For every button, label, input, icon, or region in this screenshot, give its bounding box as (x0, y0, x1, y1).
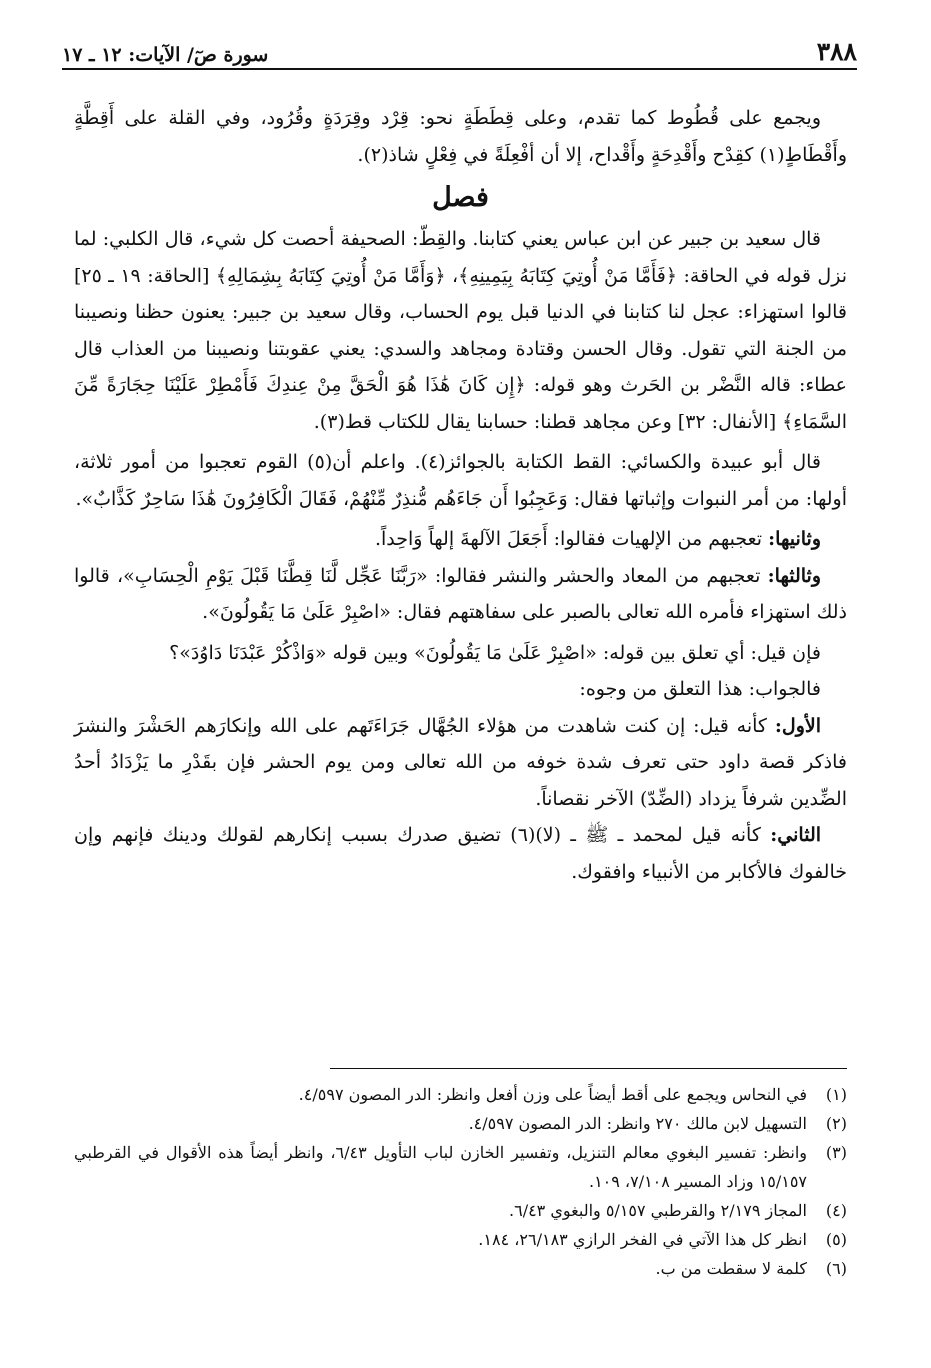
paragraph: فالجواب: هذا التعلق من وجوه: (579, 678, 821, 700)
paragraph: ويجمع على قُطُوط كما تقدم، وعلى قِطَطَةٍ نحو: قِرْد وقِرَدَةٍ وقُرُود، وفي القلة على أَقِطَّةٍ وأَقْطَاطٍ(١) كقِدْح وأَقْدِحَةٍ وأَقْداح، إلا أن أفْعِلَةً في فِعْلٍ شاذ(٢). (74, 107, 847, 166)
lead-label: وثالثها: (767, 564, 821, 587)
paragraph-second-item (74, 521, 847, 558)
paragraph-text: تعجبهم من المعاد والحشر والنشر فقالوا: «رَبَّنَا عَجِّل لَّنَا قِطَّنَا قَبْلَ يَوْمِ الْحِسَابِ»، قالوا ذلك استهزاء فأمره الله تعالى بالصبر على سفاهتهم فقال: «اصْبِرْ عَلَىٰ مَا يَقُولُونَ». (74, 564, 847, 623)
footnote (74, 1109, 847, 1138)
footnote-number: (١) (825, 1085, 847, 1104)
lead-label: الأول: (774, 714, 821, 737)
footnote-text: كلمة لا سقطت من ب. (655, 1259, 807, 1278)
footnote-number: (٣) (825, 1143, 847, 1162)
footnote-text: في النحاس ويجمع على أقط أيضاً على وزن أفعل وانظر: الدر المصون ٤/٥٩٧. (298, 1085, 807, 1104)
paragraph-first-answer (74, 708, 847, 818)
footnote-text: وانظر: تفسير البغوي معالم التنزيل، وتفسير الخازن لباب التأويل ٦/٤٣، وانظر أيضاً هذه الأقوال في القرطبي ١٥/١٥٧ وزاد المسير ٧/١٠٨، ١٠٩. (74, 1143, 808, 1191)
running-title: سورة صٓ/ الآيات: ١٢ ـ ١٧ (62, 44, 269, 66)
paragraph-text: كأنه قيل لمحمد ـ ﷺ ـ (لا)(٦) تضيق صدرك بسبب إنكارهم لقولك ودينك فإنهم وإن خالفوك فالأكابر من الأنبياء وافقوك. (74, 824, 847, 883)
paragraph-second-answer (74, 817, 847, 890)
footnote (74, 1196, 847, 1225)
footnote-text: انظر كل هذا الآتي في الفخر الرازي ٢٦/١٨٣، ١٨٤. (478, 1230, 807, 1249)
footnote-divider (330, 1068, 847, 1069)
footnote-number: (٦) (825, 1259, 847, 1278)
paragraph-third-item (74, 558, 847, 631)
footnotes (74, 1080, 847, 1283)
paragraph: قال سعيد بن جبير عن ابن عباس يعني كتابنا. والقِطّ: الصحيفة أحصت كل شيء، قال الكلبي: لما نزل قوله في الحاقة: ﴿فَأَمَّا مَنْ أُوتِيَ كِتَابَهُ بِيَمِينِهِ﴾، ﴿وَأَمَّا مَنْ أُوتِيَ كِتَابَهُ بِشِمَالِهِ﴾ [الحاقة: ١٩ ـ ٢٥] قالوا استهزاء: عجل لنا كتابنا في الدنيا قبل يوم الحساب، وقال سعيد بن جبير: يعنون حظنا ونصيبنا من الجنة التي تقول. وقال الحسن وقتادة ومجاهد والسدي: يعني عقوبتنا ونصيبنا من العذاب قال عطاء: قاله النَّضْر بن الحَرث وهو قوله: ﴿إِن كَانَ هَٰذَا هُوَ الْحَقَّ مِنْ عِندِكَ فَأَمْطِرْ عَلَيْنَا حِجَارَةً مِّنَ السَّمَاءِ﴾ [الأنفال: ٣٢] وعن مجاهد قطنا: حسابنا يقال للكتاب قط(٣). (74, 228, 847, 433)
footnote (74, 1225, 847, 1254)
paragraph: قال أبو عبيدة والكسائي: القط الكتابة بالجوائز(٤). واعلم أن(٥) القوم تعجبوا من أمور ثلاثة، أولها: من أمر النبوات وإثباتها فقال: وَعَجِبُوا أَن جَاءَهُم مُّنذِرٌ مِّنْهُمْ، فَقَالَ الْكَافِرُونَ هَٰذَا سَاحِرٌ كَذَّابٌ». (74, 451, 847, 510)
lead-label: الثاني: (770, 824, 822, 846)
footnote-text: المجاز ٢/١٧٩ والقرطبي ٥/١٥٧ والبغوي ٦/٤٣. (509, 1201, 807, 1220)
footnote (74, 1254, 847, 1283)
paragraph-text: تعجبهم من الإلهيات فقالوا: أَجَعَلَ الآلهةَ إلهاً وَاحِداً. (374, 528, 763, 550)
paragraph-text: كأنه قيل: إن كنت شاهدت من هؤلاء الجُهَّال جَرَاءَتَهم على الله وإنكارَهم الحَشْرَ والنشرَ فاذكر قصة داود حتى تعرف شدة خوفه من الله تعالى ومن يوم الحشر فإن بقَدْرِ ما يَزْدَادُ أحدُ الضِّدين شرفاً يزداد (الضِّدّ) الآخر نقصاناً. (74, 714, 847, 810)
footnote-number: (٤) (825, 1201, 847, 1220)
footnote (74, 1138, 847, 1196)
page-header (62, 34, 857, 70)
paragraph: فإن قيل: أي تعلق بين قوله: «اصْبِرْ عَلَىٰ مَا يَقُولُونَ» وبين قوله «وَاذْكُرْ عَبْدَنَا دَاوُدَ»؟ (169, 641, 821, 664)
footnote-number: (٢) (825, 1114, 847, 1133)
lead-label: وثانيها: (768, 528, 821, 550)
main-text (74, 100, 847, 890)
footnote-text: التسهيل لابن مالك ٢٧٠ وانظر: الدر المصون ٤/٥٩٧. (468, 1114, 807, 1133)
footnote (74, 1080, 847, 1109)
page-number: ٣٨٨ (816, 37, 857, 66)
section-heading: فصل (432, 182, 489, 213)
footnote-number: (٥) (825, 1230, 847, 1249)
